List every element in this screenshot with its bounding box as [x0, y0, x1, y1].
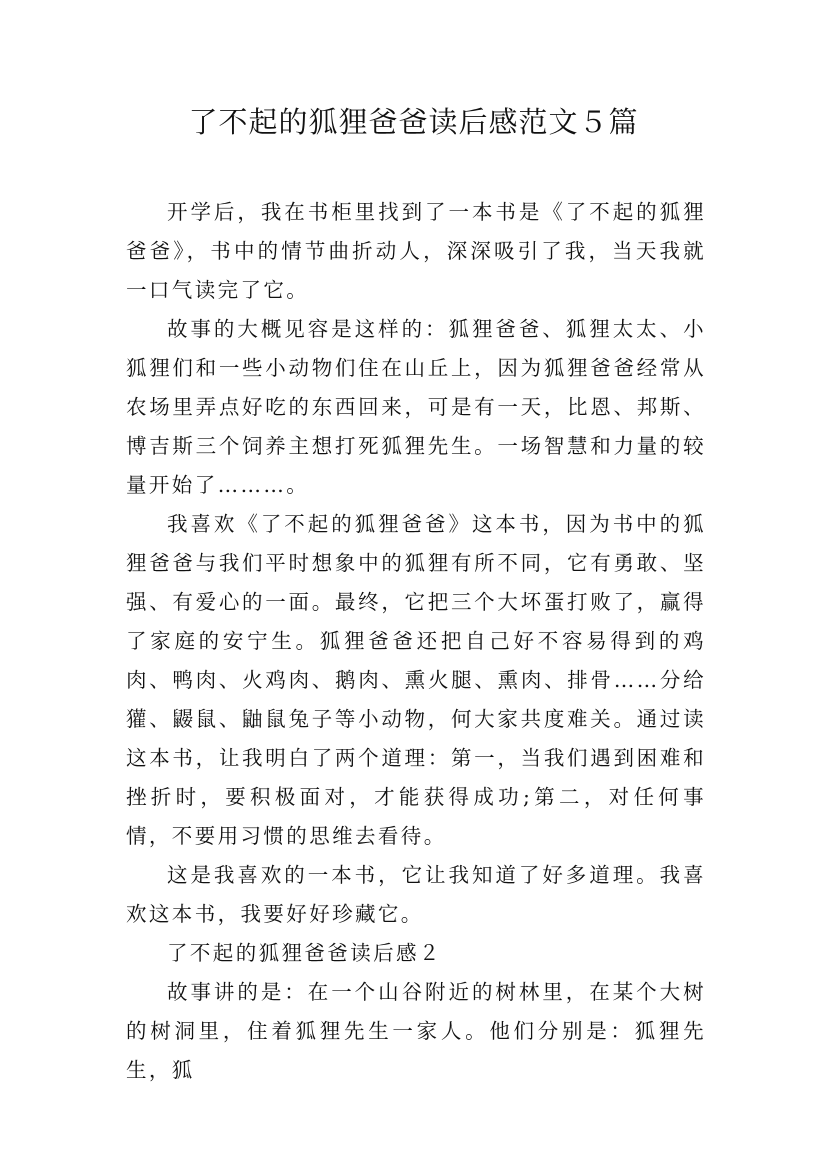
paragraph: 故事讲的是：在一个山谷附近的树林里，在某个大树的树洞里，住着狐狸先生一家人。他们分别是：狐狸先生，狐: [126, 980, 706, 1082]
paragraph: 故事的大概见容是这样的：狐狸爸爸、狐狸太太、小狐狸们和一些小动物们住在山丘上，因为狐狸爸爸经常从农场里弄点好吃的东西回来，可是有一天，比恩、邦斯、博吉斯三个饲养主想打死狐狸先生。一场智慧和力量的较量开始了………。: [126, 317, 706, 497]
paragraph: 开学后，我在书柜里找到了一本书是《了不起的狐狸爸爸》，书中的情节曲折动人，深深吸引了我，当天我就一口气读完了它。: [126, 200, 706, 302]
document-title: 了不起的狐狸爸爸读后感范文５篇: [188, 105, 639, 139]
paragraph: 我喜欢《了不起的狐狸爸爸》这本书，因为书中的狐狸爸爸与我们平时想象中的狐狸有所不同，它有勇敢、坚强、有爱心的一面。最终，它把三个大坏蛋打败了，赢得了家庭的安宁生。狐狸爸爸还把自己好不容易得到的鸡肉、鸭肉、火鸡肉、鹅肉、熏火腿、熏肉、排骨……分给獾、鼹鼠、鼬鼠兔子等小动物，何大家共度难关。通过读这本书，让我明白了两个道理：第一，当我们遇到困难和挫折时，要积极面对，才能获得成功;第二，对任何事情，不要用习惯的思维去看待。: [126, 512, 706, 848]
paragraph: 这是我喜欢的一本书，它让我知道了好多道理。我喜欢这本书，我要好好珍藏它。: [126, 863, 706, 926]
section-heading: 了不起的狐狸爸爸读后感２: [167, 941, 442, 965]
document-body: [126, 193, 706, 1090]
